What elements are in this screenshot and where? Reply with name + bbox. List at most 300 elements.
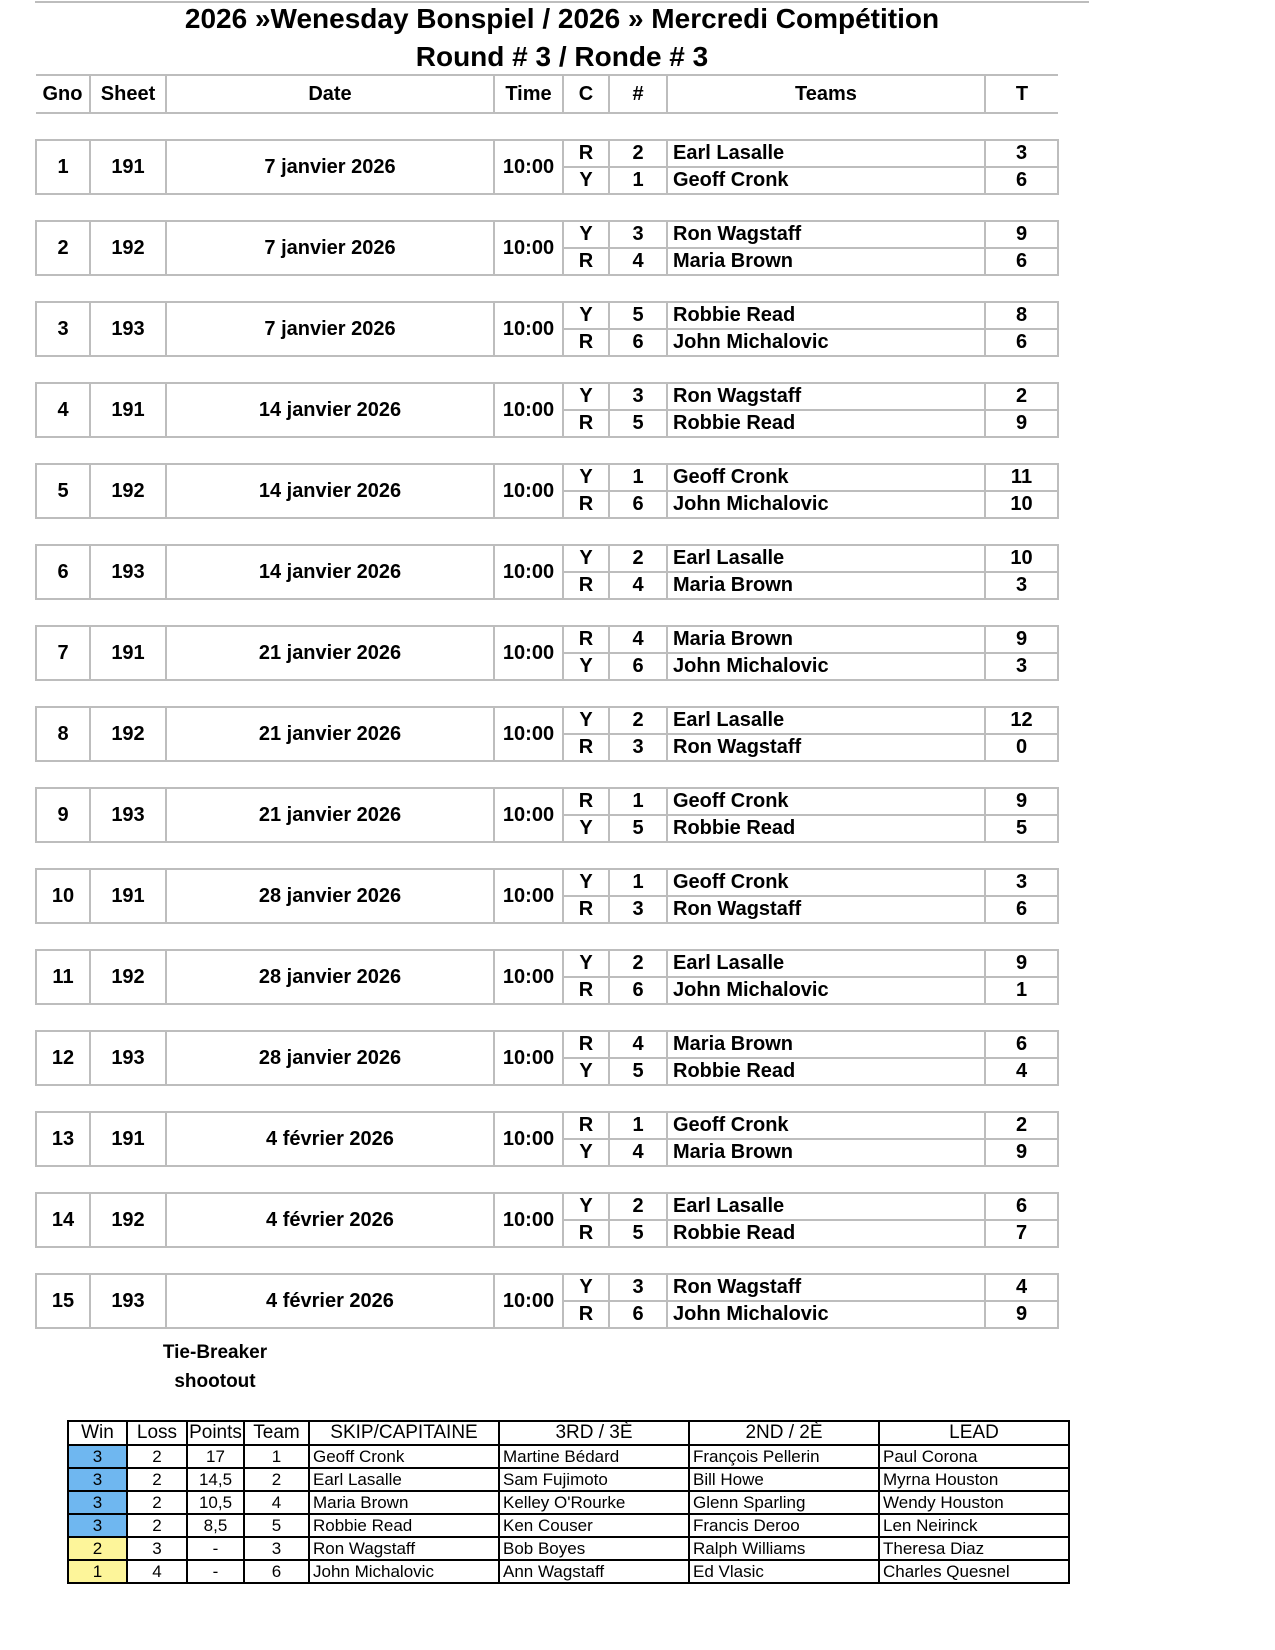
spacer-cell — [36, 842, 1058, 869]
rock-color: R — [563, 1031, 609, 1058]
header-sheet: Sheet — [90, 75, 166, 113]
tiebreaker-header-row — [68, 1421, 1069, 1445]
header-score: T — [985, 75, 1058, 113]
team-number: 3 — [609, 221, 667, 248]
team-number: 2 — [609, 950, 667, 977]
tb-loss: 2 — [127, 1445, 187, 1468]
game-row — [36, 1274, 1058, 1301]
tb-third: Bob Boyes — [499, 1537, 689, 1560]
tb-loss: 2 — [127, 1491, 187, 1514]
game-spacer — [36, 437, 1058, 464]
team-number: 5 — [609, 410, 667, 437]
tb-team: 6 — [244, 1560, 309, 1583]
game-date: 4 février 2026 — [166, 1193, 494, 1247]
game-time: 10:00 — [494, 950, 563, 1004]
game-spacer — [36, 275, 1058, 302]
tb-lead: Paul Corona — [879, 1445, 1069, 1468]
rock-color: R — [563, 572, 609, 599]
header-time: Time — [494, 75, 563, 113]
team-score: 6 — [985, 248, 1058, 275]
team-name: Ron Wagstaff — [667, 1274, 985, 1301]
tiebreaker-title-line2: shootout — [174, 1371, 256, 1392]
team-name: Ron Wagstaff — [667, 383, 985, 410]
tb-points: - — [187, 1560, 244, 1583]
team-name: John Michalovic — [667, 329, 985, 356]
game-number: 5 — [36, 464, 90, 518]
team-score: 4 — [985, 1058, 1058, 1085]
game-time: 10:00 — [494, 1031, 563, 1085]
team-name: Robbie Read — [667, 302, 985, 329]
team-score: 0 — [985, 734, 1058, 761]
team-score: 9 — [985, 221, 1058, 248]
tb-second: Ed Vlasic — [689, 1560, 879, 1583]
spacer-cell — [36, 1085, 1058, 1112]
sheet-number: 191 — [90, 383, 166, 437]
team-score: 9 — [985, 410, 1058, 437]
game-row — [36, 1031, 1058, 1058]
rock-color: R — [563, 896, 609, 923]
team-name: John Michalovic — [667, 977, 985, 1004]
rock-color: R — [563, 626, 609, 653]
game-spacer — [36, 680, 1058, 707]
rock-color: R — [563, 248, 609, 275]
sheet-number: 192 — [90, 1193, 166, 1247]
team-score: 3 — [985, 140, 1058, 167]
team-score: 3 — [985, 572, 1058, 599]
team-name: John Michalovic — [667, 653, 985, 680]
team-number: 2 — [609, 1193, 667, 1220]
game-date: 28 janvier 2026 — [166, 1031, 494, 1085]
tb-header-loss: Loss — [127, 1421, 187, 1445]
team-number: 4 — [609, 1139, 667, 1166]
team-name: John Michalovic — [667, 1301, 985, 1328]
sheet-number: 193 — [90, 1274, 166, 1328]
tb-win: 1 — [68, 1560, 127, 1583]
game-number: 3 — [36, 302, 90, 356]
game-time: 10:00 — [494, 1193, 563, 1247]
tb-third: Sam Fujimoto — [499, 1468, 689, 1491]
game-time: 10:00 — [494, 1274, 563, 1328]
tb-loss: 3 — [127, 1537, 187, 1560]
team-name: Ron Wagstaff — [667, 221, 985, 248]
rock-color: Y — [563, 167, 609, 194]
sheet-number: 191 — [90, 140, 166, 194]
rock-color: Y — [563, 1274, 609, 1301]
tb-header-third: 3RD / 3È — [499, 1421, 689, 1445]
sheet-number: 191 — [90, 869, 166, 923]
team-name: Geoff Cronk — [667, 788, 985, 815]
game-spacer — [36, 518, 1058, 545]
tb-skip: Robbie Read — [309, 1514, 499, 1537]
tb-points: 14,5 — [187, 1468, 244, 1491]
tb-points: 17 — [187, 1445, 244, 1468]
team-score: 10 — [985, 491, 1058, 518]
game-row — [36, 869, 1058, 896]
tb-team: 5 — [244, 1514, 309, 1537]
team-name: Robbie Read — [667, 410, 985, 437]
tb-lead: Theresa Diaz — [879, 1537, 1069, 1560]
game-date: 21 janvier 2026 — [166, 707, 494, 761]
tb-lead: Charles Quesnel — [879, 1560, 1069, 1583]
team-score: 9 — [985, 950, 1058, 977]
rock-color: Y — [563, 815, 609, 842]
game-time: 10:00 — [494, 626, 563, 680]
rock-color: Y — [563, 1058, 609, 1085]
team-number: 3 — [609, 1274, 667, 1301]
tb-header-team: Team — [244, 1421, 309, 1445]
tiebreaker-table — [67, 1420, 1070, 1584]
game-number: 11 — [36, 950, 90, 1004]
game-time: 10:00 — [494, 788, 563, 842]
team-name: Earl Lasalle — [667, 545, 985, 572]
team-number: 5 — [609, 1058, 667, 1085]
rock-color: R — [563, 1220, 609, 1247]
tiebreaker-row — [68, 1514, 1069, 1537]
rock-color: Y — [563, 707, 609, 734]
rock-color: R — [563, 329, 609, 356]
game-time: 10:00 — [494, 464, 563, 518]
game-number: 12 — [36, 1031, 90, 1085]
game-spacer — [36, 113, 1058, 140]
team-score: 3 — [985, 653, 1058, 680]
game-row — [36, 707, 1058, 734]
header-date: Date — [166, 75, 494, 113]
team-number: 2 — [609, 545, 667, 572]
game-number: 1 — [36, 140, 90, 194]
game-date: 7 janvier 2026 — [166, 140, 494, 194]
tb-third: Ann Wagstaff — [499, 1560, 689, 1583]
sheet-number: 192 — [90, 707, 166, 761]
game-number: 9 — [36, 788, 90, 842]
header-number: # — [609, 75, 667, 113]
team-number: 5 — [609, 1220, 667, 1247]
team-number: 2 — [609, 140, 667, 167]
team-score: 6 — [985, 896, 1058, 923]
spacer-cell — [36, 356, 1058, 383]
team-name: Geoff Cronk — [667, 869, 985, 896]
team-number: 2 — [609, 707, 667, 734]
game-date: 28 janvier 2026 — [166, 869, 494, 923]
team-score: 2 — [985, 383, 1058, 410]
game-number: 6 — [36, 545, 90, 599]
game-date: 21 janvier 2026 — [166, 626, 494, 680]
tb-win: 3 — [68, 1468, 127, 1491]
tb-second: Glenn Sparling — [689, 1491, 879, 1514]
game-time: 10:00 — [494, 545, 563, 599]
tb-team: 3 — [244, 1537, 309, 1560]
team-number: 4 — [609, 248, 667, 275]
team-number: 1 — [609, 869, 667, 896]
game-number: 2 — [36, 221, 90, 275]
tb-third: Kelley O'Rourke — [499, 1491, 689, 1514]
team-name: Robbie Read — [667, 1220, 985, 1247]
team-name: Geoff Cronk — [667, 1112, 985, 1139]
game-number: 7 — [36, 626, 90, 680]
tb-points: 8,5 — [187, 1514, 244, 1537]
team-name: Ron Wagstaff — [667, 734, 985, 761]
team-number: 4 — [609, 1031, 667, 1058]
rock-color: R — [563, 410, 609, 437]
team-score: 11 — [985, 464, 1058, 491]
game-row — [36, 221, 1058, 248]
rock-color: R — [563, 140, 609, 167]
game-number: 4 — [36, 383, 90, 437]
team-score: 5 — [985, 815, 1058, 842]
rock-color: Y — [563, 653, 609, 680]
tb-lead: Myrna Houston — [879, 1468, 1069, 1491]
team-score: 6 — [985, 329, 1058, 356]
rock-color: Y — [563, 1193, 609, 1220]
team-score: 8 — [985, 302, 1058, 329]
tb-loss: 2 — [127, 1468, 187, 1491]
game-number: 8 — [36, 707, 90, 761]
tb-skip: Ron Wagstaff — [309, 1537, 499, 1560]
spacer-cell — [36, 437, 1058, 464]
tb-points: - — [187, 1537, 244, 1560]
team-number: 6 — [609, 653, 667, 680]
tiebreaker-row — [68, 1491, 1069, 1514]
team-number: 1 — [609, 464, 667, 491]
team-score: 3 — [985, 869, 1058, 896]
tiebreaker-row — [68, 1445, 1069, 1468]
tb-win: 2 — [68, 1537, 127, 1560]
game-spacer — [36, 194, 1058, 221]
game-date: 14 janvier 2026 — [166, 383, 494, 437]
spacer-cell — [36, 113, 1058, 140]
rock-color: Y — [563, 464, 609, 491]
game-spacer — [36, 1166, 1058, 1193]
game-spacer — [36, 761, 1058, 788]
team-score: 12 — [985, 707, 1058, 734]
team-number: 6 — [609, 491, 667, 518]
tb-header-win: Win — [68, 1421, 127, 1445]
team-score: 9 — [985, 788, 1058, 815]
spacer-cell — [36, 599, 1058, 626]
game-date: 28 janvier 2026 — [166, 950, 494, 1004]
team-score: 9 — [985, 1301, 1058, 1328]
game-time: 10:00 — [494, 707, 563, 761]
rock-color: R — [563, 1301, 609, 1328]
game-date: 14 janvier 2026 — [166, 464, 494, 518]
tb-team: 4 — [244, 1491, 309, 1514]
game-time: 10:00 — [494, 140, 563, 194]
tiebreaker-row — [68, 1560, 1069, 1583]
rock-color: R — [563, 491, 609, 518]
game-row — [36, 464, 1058, 491]
tb-third: Ken Couser — [499, 1514, 689, 1537]
game-date: 7 janvier 2026 — [166, 221, 494, 275]
tb-win: 3 — [68, 1491, 127, 1514]
rock-color: R — [563, 734, 609, 761]
team-score: 9 — [985, 1139, 1058, 1166]
game-time: 10:00 — [494, 302, 563, 356]
tb-header-lead: LEAD — [879, 1421, 1069, 1445]
spacer-cell — [36, 761, 1058, 788]
game-number: 14 — [36, 1193, 90, 1247]
tb-lead: Len Neirinck — [879, 1514, 1069, 1537]
tb-second: Francis Deroo — [689, 1514, 879, 1537]
game-spacer — [36, 356, 1058, 383]
team-name: Maria Brown — [667, 1031, 985, 1058]
team-number: 1 — [609, 1112, 667, 1139]
team-name: Maria Brown — [667, 248, 985, 275]
team-number: 3 — [609, 383, 667, 410]
game-time: 10:00 — [494, 869, 563, 923]
team-score: 6 — [985, 167, 1058, 194]
header-color: C — [563, 75, 609, 113]
tb-team: 2 — [244, 1468, 309, 1491]
header-teams: Teams — [667, 75, 985, 113]
team-number: 5 — [609, 302, 667, 329]
round-subtitle: Round # 3 / Ronde # 3 — [415, 41, 709, 72]
rock-color: Y — [563, 950, 609, 977]
team-number: 3 — [609, 734, 667, 761]
team-name: Maria Brown — [667, 572, 985, 599]
spacer-cell — [36, 680, 1058, 707]
team-number: 6 — [609, 977, 667, 1004]
team-score: 2 — [985, 1112, 1058, 1139]
game-row — [36, 302, 1058, 329]
team-name: Robbie Read — [667, 1058, 985, 1085]
tb-header-skip: SKIP/CAPITAINE — [309, 1421, 499, 1445]
game-number: 13 — [36, 1112, 90, 1166]
team-name: Robbie Read — [667, 815, 985, 842]
tb-loss: 2 — [127, 1514, 187, 1537]
game-spacer — [36, 842, 1058, 869]
team-name: Geoff Cronk — [667, 167, 985, 194]
tb-header-points: Points — [187, 1421, 244, 1445]
tiebreaker-title — [140, 1338, 290, 1396]
team-number: 1 — [609, 788, 667, 815]
sheet-number: 193 — [90, 788, 166, 842]
spacer-cell — [36, 1004, 1058, 1031]
tiebreaker-title-line1: Tie-Breaker — [162, 1342, 268, 1363]
spacer-cell — [36, 1166, 1058, 1193]
game-row — [36, 140, 1058, 167]
team-number: 6 — [609, 329, 667, 356]
game-date: 4 février 2026 — [166, 1112, 494, 1166]
tb-skip: John Michalovic — [309, 1560, 499, 1583]
tb-team: 1 — [244, 1445, 309, 1468]
rock-color: Y — [563, 221, 609, 248]
game-spacer — [36, 1085, 1058, 1112]
game-time: 10:00 — [494, 221, 563, 275]
team-score: 6 — [985, 1193, 1058, 1220]
tb-win: 3 — [68, 1514, 127, 1537]
sheet-number: 192 — [90, 221, 166, 275]
tb-second: Bill Howe — [689, 1468, 879, 1491]
game-spacer — [36, 599, 1058, 626]
tb-lead: Wendy Houston — [879, 1491, 1069, 1514]
spacer-cell — [36, 518, 1058, 545]
page-title: 2026 »Wenesday Bonspiel / 2026 » Mercredi Compétition — [184, 3, 940, 34]
game-number: 10 — [36, 869, 90, 923]
game-row — [36, 383, 1058, 410]
rock-color: Y — [563, 869, 609, 896]
sheet-number: 192 — [90, 464, 166, 518]
tb-skip: Earl Lasalle — [309, 1468, 499, 1491]
team-name: Earl Lasalle — [667, 1193, 985, 1220]
team-name: John Michalovic — [667, 491, 985, 518]
game-spacer — [36, 923, 1058, 950]
tb-skip: Maria Brown — [309, 1491, 499, 1514]
sheet-number: 191 — [90, 1112, 166, 1166]
game-time: 10:00 — [494, 1112, 563, 1166]
game-spacer — [36, 1004, 1058, 1031]
game-date: 14 janvier 2026 — [166, 545, 494, 599]
team-number: 3 — [609, 896, 667, 923]
game-row — [36, 1193, 1058, 1220]
rock-color: Y — [563, 545, 609, 572]
game-number: 15 — [36, 1274, 90, 1328]
spacer-cell — [36, 194, 1058, 221]
tiebreaker-row — [68, 1468, 1069, 1491]
spacer-cell — [36, 275, 1058, 302]
team-score: 9 — [985, 626, 1058, 653]
team-name: Earl Lasalle — [667, 707, 985, 734]
team-number: 4 — [609, 626, 667, 653]
game-date: 7 janvier 2026 — [166, 302, 494, 356]
game-date: 4 février 2026 — [166, 1274, 494, 1328]
sheet-number: 193 — [90, 545, 166, 599]
spacer-cell — [36, 1247, 1058, 1274]
tb-second: Ralph Williams — [689, 1537, 879, 1560]
team-score: 10 — [985, 545, 1058, 572]
tb-loss: 4 — [127, 1560, 187, 1583]
game-time: 10:00 — [494, 383, 563, 437]
game-date: 21 janvier 2026 — [166, 788, 494, 842]
game-row — [36, 626, 1058, 653]
tiebreaker-row — [68, 1537, 1069, 1560]
rock-color: R — [563, 788, 609, 815]
team-number: 6 — [609, 1301, 667, 1328]
team-number: 1 — [609, 167, 667, 194]
tb-header-second: 2ND / 2È — [689, 1421, 879, 1445]
team-name: Maria Brown — [667, 1139, 985, 1166]
team-score: 6 — [985, 1031, 1058, 1058]
tb-skip: Geoff Cronk — [309, 1445, 499, 1468]
team-name: Earl Lasalle — [667, 140, 985, 167]
team-name: Ron Wagstaff — [667, 896, 985, 923]
sheet-number: 193 — [90, 1031, 166, 1085]
spacer-cell — [36, 923, 1058, 950]
team-name: Earl Lasalle — [667, 950, 985, 977]
schedule-header-row — [36, 75, 1058, 113]
rock-color: R — [563, 1112, 609, 1139]
team-number: 5 — [609, 815, 667, 842]
rock-color: Y — [563, 1139, 609, 1166]
tb-second: François Pellerin — [689, 1445, 879, 1468]
game-row — [36, 545, 1058, 572]
team-score: 1 — [985, 977, 1058, 1004]
sheet-number: 191 — [90, 626, 166, 680]
sheet-number: 193 — [90, 302, 166, 356]
game-row — [36, 950, 1058, 977]
rock-color: Y — [563, 302, 609, 329]
team-name: Geoff Cronk — [667, 464, 985, 491]
tb-win: 3 — [68, 1445, 127, 1468]
game-spacer — [36, 1247, 1058, 1274]
schedule-table — [35, 74, 1059, 1329]
team-score: 7 — [985, 1220, 1058, 1247]
header-gno: Gno — [36, 75, 90, 113]
sheet-number: 192 — [90, 950, 166, 1004]
rock-color: Y — [563, 383, 609, 410]
team-score: 4 — [985, 1274, 1058, 1301]
team-name: Maria Brown — [667, 626, 985, 653]
game-row — [36, 1112, 1058, 1139]
rock-color: R — [563, 977, 609, 1004]
